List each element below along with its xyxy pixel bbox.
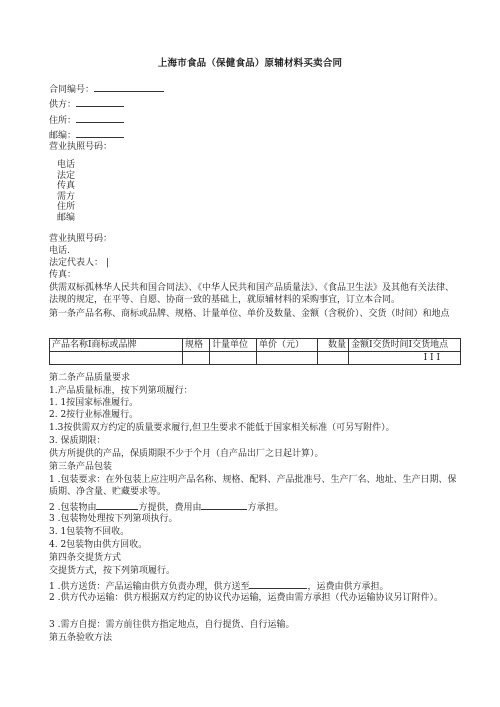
contract-number-label: 合同编号： [49, 85, 95, 95]
table-cell[interactable]: I I I [349, 352, 461, 365]
article-4-paragraph-1 [49, 579, 388, 593]
article-5-heading: 第五条验收方法 [49, 633, 113, 643]
delivery-destination-blank[interactable] [249, 579, 307, 589]
article-3-text: 2 .包装物由 [49, 503, 97, 513]
stacked-field: 传真 [57, 181, 76, 192]
address-label: 住所： [49, 116, 77, 126]
table-cell[interactable] [50, 352, 183, 365]
legal-rep-line [49, 257, 112, 269]
article-3-line: 4. 2包装物由供方回收。 [49, 540, 148, 550]
packaging-provider-blank[interactable] [96, 500, 138, 510]
article-4-paragraph-3: 3 .需方自提：需方前往供方指定地点，自行提货、自行运输。 [49, 620, 295, 630]
table-header-cell: 金额I交货时间I交货地点 [349, 339, 461, 352]
article-2-line: 1. 1按国家标准履行。 [49, 398, 139, 408]
article-2-line: 供方所提供的产品，保质期限不少于个月（自产品出厂之日起计算）。 [49, 449, 324, 459]
article-3-line: 3. 1包装物不回收。 [49, 527, 130, 537]
table-cell[interactable] [318, 352, 349, 365]
stacked-field: 电话 [57, 160, 76, 170]
table-cell[interactable] [257, 352, 318, 365]
postcode-blank[interactable] [76, 128, 124, 138]
article-4-text: 1 .供方送货：产品运输由供方负责办理，供方送至 [49, 582, 250, 592]
table-header-cell: 单价（元） [257, 339, 318, 352]
fax-line: 传真： [49, 270, 77, 280]
address-line [49, 113, 124, 127]
table-header-cell: 规格 [183, 339, 210, 352]
license-label-1: 营业执照号码： [49, 142, 113, 152]
address-blank[interactable] [76, 113, 124, 123]
product-table [49, 338, 461, 365]
supplier-blank[interactable] [76, 97, 124, 107]
contract-number-line [49, 82, 164, 96]
supplier-label: 供方： [49, 100, 77, 110]
article-2-line: 2. 2按行业标准履行。 [49, 410, 139, 420]
intro-paragraph: 供需双标孤林华人民共和国合同法》、《中华人民共和国产品质量法》、《食品卫生法》及其他有关法律、法规的规定，在平等、自愿、协商一致的基础上，就原辅材料的采购事宜，订立本合同。 [49, 283, 455, 305]
postcode-line [49, 128, 124, 142]
article-3-heading: 第三条产品包装 [49, 462, 113, 472]
legal-rep-label: 法定代表人： [49, 258, 104, 268]
article-2-line: 1.产品质量标准，按下列第项履行： [49, 386, 193, 396]
article-4-heading: 第四条交提货方式 [49, 553, 122, 563]
packaging-cost-blank[interactable] [201, 500, 247, 510]
article-4-text: ，运费由供方承担。 [307, 582, 389, 592]
table-header-cell: 计量单位 [210, 339, 257, 352]
table-header-row [50, 339, 461, 352]
table-cell[interactable] [183, 352, 210, 365]
article-4-line: 交提货方式，按下列第项履行。 [49, 566, 176, 576]
article-3-text: 方承担。 [247, 503, 284, 513]
contract-number-blank[interactable] [94, 82, 164, 92]
stacked-field: 住所 [57, 202, 76, 213]
table-row [50, 352, 461, 365]
postcode-label: 邮编： [49, 131, 77, 141]
article-1-heading: 第一条产品名称、商标或品牌、规格、计量单位、单价及数量、金额（含税价）、交货（时间）和地点 [49, 309, 450, 319]
stacked-field: 需方 [57, 191, 76, 202]
article-3-paragraph-1: 1 .包装要求：在外包装上应注明产品名称、规格、配料、产品批准号、生产厂名、地址、生产日期、保质期、净含量、贮藏要求等。 [49, 475, 457, 497]
article-3-paragraph-2 [49, 500, 283, 514]
license-label-2: 营业执照号码： [49, 234, 113, 244]
article-3-text: 方提供，费用由 [138, 503, 202, 513]
contract-title: 上海市食品（保健食品）原辅材料买卖合同 [157, 58, 343, 69]
table-header-cell: 产品名称I商标或品牌 [50, 339, 183, 352]
article-2-heading: 第二条产品质量要求 [49, 373, 131, 383]
phone-line: 电话. [49, 246, 70, 256]
article-3-line: 3 .包装物处理按下列第项执行。 [49, 514, 178, 524]
article-2-line: 1.3按供需双方约定的质量要求履行,但卫生要求不能低于国家相关标准（可另写附件）。 [49, 423, 395, 433]
legal-rep-blank[interactable]: | [106, 258, 110, 268]
table-cell[interactable] [210, 352, 257, 365]
table-header-cell: 数量 [318, 339, 349, 352]
supplier-line [49, 97, 124, 111]
stacked-fields [57, 160, 75, 224]
stacked-field: 邮编 [57, 212, 76, 223]
article-4-paragraph-2: 2 .供方代办运输：供方根据双方约定的协议代办运输，运费由需方承担（代办运输协议另订附件）。 [49, 593, 443, 603]
article-2-line: 3. 保质期限： [49, 436, 106, 446]
stacked-field: 法定 [57, 170, 76, 181]
